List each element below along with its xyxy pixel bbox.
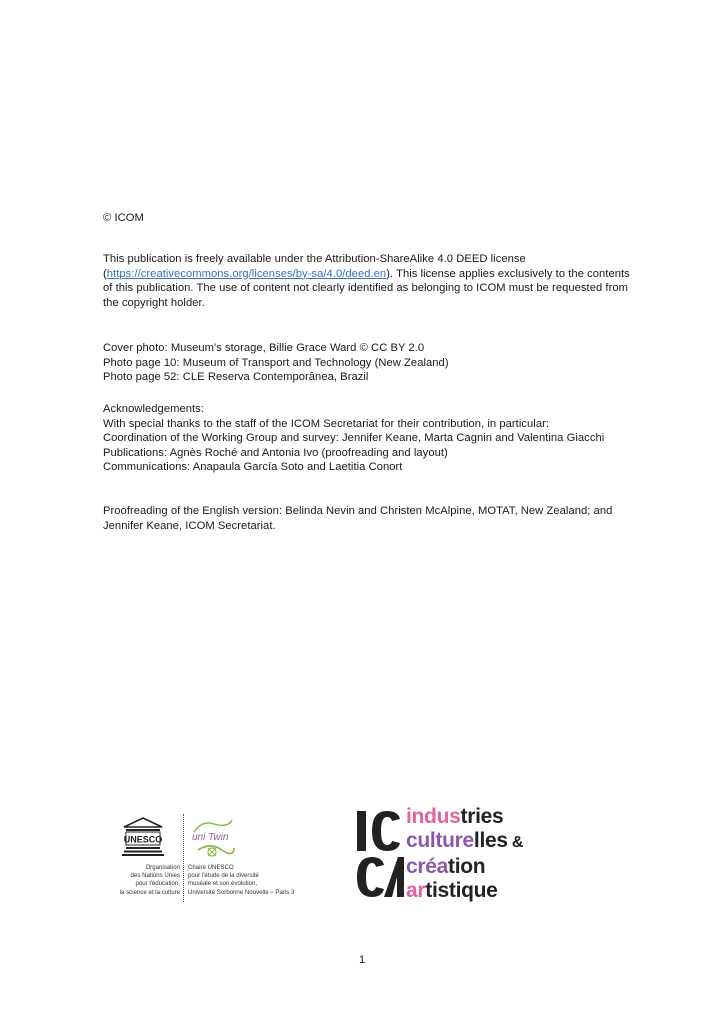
unitwin-icon — [188, 814, 240, 862]
unesco-org-line: la science et la culture — [119, 888, 180, 896]
proofreading-credit: Proofreading of the English version: Belinda Nevin and Christen McAlpine, MOTAT, New Zealand; and Jennifer Keane, ICOM Secretariat. — [103, 505, 613, 532]
logo-divider — [183, 814, 184, 902]
license-text-after: ). This license applies exclusively to the contents of this publication. The use of content not clearly identified as belonging to ICOM must be requested from the copyright holder. — [103, 267, 630, 309]
acknowledgements-intro: With special thanks to the staff of the ICOM Secretariat for their contribution, in particular: — [103, 417, 550, 430]
photo-credits — [103, 341, 639, 385]
icca-line-industries: industries — [406, 805, 504, 828]
icca-line-culturelles: culturelles & — [406, 829, 524, 852]
icca-monogram-icon — [354, 807, 406, 901]
icca-wordmark — [406, 805, 523, 903]
icca-logo — [352, 805, 542, 903]
unesco-temple-icon — [120, 814, 166, 860]
unesco-org-line: des Nations Unies — [130, 872, 180, 880]
unesco-chair-text — [188, 864, 312, 897]
unesco-org-line: pour l'éducation, — [135, 880, 180, 888]
unesco-chair-logo — [104, 806, 312, 904]
acknowledgements-communications: Communications: Anapaula García Soto and Laetitia Conort — [103, 461, 403, 474]
unesco-chair-line: muséale et son évolution, — [188, 880, 258, 888]
copyright-line: © ICOM — [103, 212, 144, 224]
license-paragraph — [103, 252, 639, 310]
photo-credit-page10: Photo page 10: Museum of Transport and Technology (New Zealand) — [103, 356, 449, 369]
unesco-chair-line: pour l'étude de la diversité — [188, 872, 259, 880]
acknowledgements-coordination: Coordination of the Working Group and survey: Jennifer Keane, Marta Cagnin and Valentina Giacchi — [103, 432, 605, 445]
license-link[interactable]: https://creativecommons.org/licenses/by-sa/4.0/deed.en — [106, 267, 387, 280]
unesco-chair-line: Chaire UNESCO — [188, 864, 234, 871]
page-number: 1 — [358, 954, 366, 966]
acknowledgements-section — [103, 402, 639, 475]
photo-credit-cover: Cover photo: Museum's storage, Billie Grace Ward © CC BY 2.0 — [103, 342, 425, 354]
unitwin-label: uni Twin — [192, 832, 229, 843]
acknowledgements-heading: Acknowledgements: — [103, 403, 204, 415]
unesco-chair-line: Université Sorbonne Nouvelle – Paris 3 — [188, 888, 295, 896]
license-text-before: This publication is freely available under the Attribution-ShareAlike 4.0 DEED license ( — [103, 253, 526, 280]
icca-line-artistique: artistique — [406, 879, 498, 902]
unesco-organisation-text — [104, 864, 180, 897]
icca-line-creation: création — [406, 855, 486, 878]
unesco-wordmark: UNESCO — [123, 834, 163, 845]
acknowledgements-publications: Publications: Agnès Roché and Antonia Ivo (proofreading and layout) — [103, 446, 448, 459]
unesco-org-line: Organisation — [145, 864, 180, 871]
photo-credit-page52: Photo page 52: CLE Reserva Contemporânea, Brazil — [103, 371, 369, 384]
